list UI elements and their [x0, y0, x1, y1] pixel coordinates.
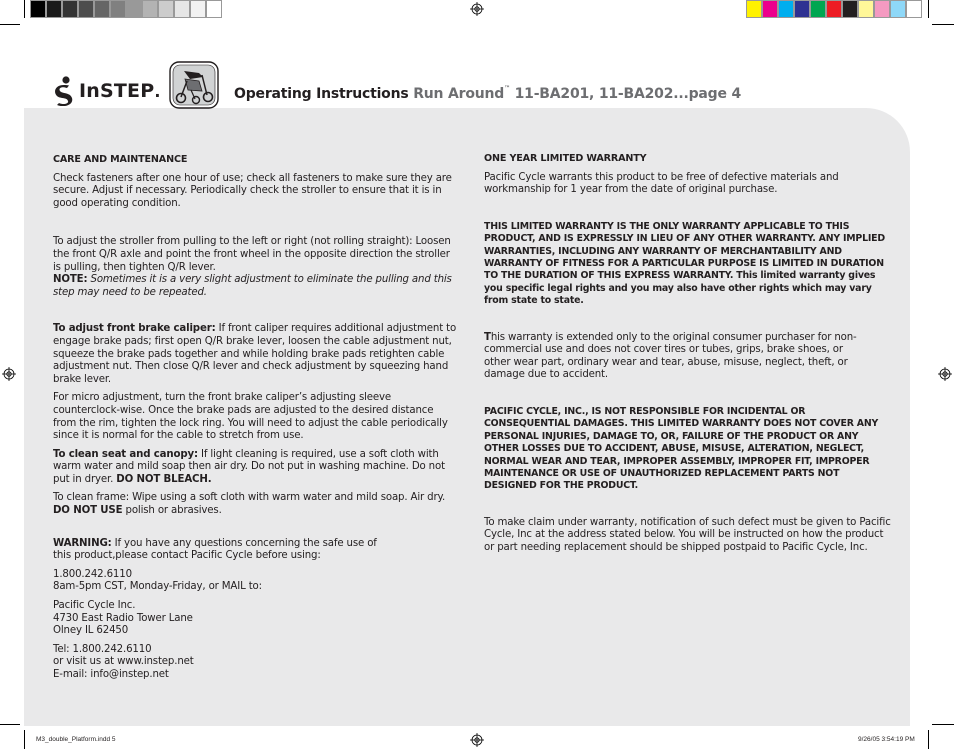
- trim-mark: [24, 0, 25, 18]
- clean-frame-text: To clean frame: Wipe using a soft cloth with warm water and mild soap. Air dry.: [53, 492, 446, 504]
- brake-caliper-label: To adjust front brake caliper:: [53, 323, 216, 335]
- color-swatch: [746, 0, 762, 18]
- color-swatch: [890, 0, 906, 18]
- grayscale-color-bar: [30, 0, 222, 18]
- clean-frame-paragraph: [53, 492, 457, 517]
- registration-mark-icon: [470, 2, 484, 16]
- color-swatch: [810, 0, 826, 18]
- warning-label: WARNING:: [53, 537, 112, 549]
- color-swatch: [62, 0, 78, 18]
- warning-paragraph: [53, 538, 457, 563]
- trim-mark: [928, 0, 929, 18]
- liability-disclaimer-paragraph: PACIFIC CYCLE, INC., IS NOT RESPONSIBLE FOR INCIDENTAL OR CONSEQUENTIAL DAMAGES. THIS LIMITED WARRANTY DOES NOT COVER ANY PERSONAL INJURIES, DAMAGE TO, OR, FAILURE OF THE PRODUCT OR ANY OTHER LOSSES DUE TO ACCIDENT, ABUSE, MISUSE, ALTERATION, NEGLECT, NORMAL WEAR AND TEAR, IMPROPER ASSEMBLY, IMPROPER FIT, IMPROPER MAINTENANCE OR USE OF UNAUTHORIZED REPLACEMENT PARTS NOT DESIGNED FOR THE PRODUCT.: [484, 406, 879, 492]
- trim-mark: [0, 724, 20, 725]
- clean-seat-label: To clean seat and canopy:: [53, 448, 198, 460]
- color-swatch: [762, 0, 778, 18]
- color-swatch: [78, 0, 94, 18]
- warranty-intro-paragraph: Pacific Cycle warrants this product to be free of defective materials and workmanship for 1 year from the date of original purchase.: [484, 171, 839, 196]
- address-company: Pacific Cycle Inc.: [53, 600, 136, 612]
- color-swatch: [126, 0, 142, 18]
- instep-logo: [52, 74, 160, 108]
- stroller-icon: [169, 61, 219, 109]
- registration-mark-icon: [938, 367, 952, 381]
- warning-text: If you have any questions concerning the safe use of this product,please contact Pacific Cycle before using:: [53, 537, 377, 562]
- clean-seat-text: If light cleaning is required, use a soft cloth with warm water and mild soap then air dry. Do not put in washing machine. Do not put in dryer.: [53, 448, 445, 485]
- process-color-bar: [746, 0, 922, 18]
- color-swatch: [826, 0, 842, 18]
- trim-mark: [24, 730, 25, 749]
- trim-mark: [0, 24, 20, 25]
- note-label: NOTE:: [53, 274, 88, 286]
- coverage-initial: T: [484, 331, 491, 343]
- trim-mark: [932, 724, 954, 725]
- title-operating-instructions: Operating Instructions: [234, 86, 409, 102]
- claim-paragraph: To make claim under warranty, notification of such defect must be given to Pacific Cycle, Inc at the address stated below. You will be instructed on how the product or part needing replacement should be shipped postpaid to Pacific Cycle, Inc.: [484, 516, 891, 554]
- color-swatch: [874, 0, 890, 18]
- clean-frame-rest: polish or abrasives.: [122, 505, 222, 517]
- trim-mark: [928, 730, 929, 749]
- logo-wordmark: InSTEP: [79, 80, 155, 102]
- color-swatch: [110, 0, 126, 18]
- title-model-numbers: 11-BA201, 11-BA202...page 4: [514, 86, 742, 102]
- color-swatch: [142, 0, 158, 18]
- left-column: [53, 154, 457, 682]
- warranty-coverage-paragraph: [484, 332, 894, 382]
- contact-website: or visit us at www.instep.net: [53, 656, 194, 668]
- phone-hours: 8am-5pm CST, Monday-Friday, or MAIL to:: [53, 581, 262, 593]
- color-swatch: [30, 0, 46, 18]
- alignment-paragraph: To adjust the stroller from pulling to the left or right (not rolling straight): Loosen the front Q/R axle and point the front wheel in the opposite direction the stroller is pulling, then tighten Q/R lever.: [53, 236, 451, 273]
- color-swatch: [842, 0, 858, 18]
- page-title: [234, 85, 741, 102]
- note-paragraph: [53, 274, 457, 299]
- phone-number: 1.800.242.6110: [53, 568, 132, 580]
- logo-dot: .: [154, 81, 161, 101]
- address-street: 4730 East Radio Tower Lane: [53, 612, 193, 624]
- registration-mark-icon: [470, 733, 484, 747]
- title-model-name: Run Around: [413, 86, 505, 102]
- brake-caliper-paragraph: [53, 323, 457, 386]
- color-swatch: [206, 0, 222, 18]
- care-paragraph: Check fasteners after one hour of use; check all fasteners to make sure they are secure. Adjust if necessary. Periodically check the stroller to ensure that it is in good operating condition.: [53, 172, 452, 209]
- color-swatch: [190, 0, 206, 18]
- micro-adjustment-paragraph: For micro adjustment, turn the front brake caliper’s adjusting sleeve counterclock-wise. Once the brake pads are adjusted to the desired distance from the rim, tighten the lock ring. You will need to adjust the cable periodically since it is normal for the cable to stretch from use.: [53, 392, 448, 442]
- file-slug: M3_double_Platform.indd 5: [36, 736, 116, 743]
- right-column: [484, 153, 894, 555]
- contact-tel: Tel: 1.800.242.6110: [53, 643, 152, 655]
- warranty-limitation-paragraph: THIS LIMITED WARRANTY IS THE ONLY WARRANTY APPLICABLE TO THIS PRODUCT, AND IS EXPRESSLY IN LIEU OF ANY OTHER WARRANTY. ANY IMPLIED WARRANTIES, INCLUDING ANY WARRANTY OF MERCHANTABILITY AND WARRANTY OF FITNESS FOR A PARTICULAR PURPOSE IS LIMITED IN DURATION TO THE DURATION OF THIS EXPRESS WARRANTY. This limited warranty gives you specific legal rights and you may also have other rights which may vary from state to state.: [484, 220, 885, 307]
- color-swatch: [906, 0, 922, 18]
- color-swatch: [158, 0, 174, 18]
- instep-logo-mark-icon: [52, 76, 76, 106]
- date-slug: 9/26/05 3:54:19 PM: [858, 736, 915, 743]
- coverage-text: his warranty is extended only to the original consumer purchaser for non-commercial use and does not cover tires or tubes, grips, brake shoes, or other wear part, ordinary wear and tear, abuse, misuse, neglect, theft, or damage due to accident.: [484, 331, 857, 381]
- color-swatch: [778, 0, 794, 18]
- color-swatch: [94, 0, 110, 18]
- trim-mark: [932, 24, 954, 25]
- warranty-heading: ONE YEAR LIMITED WARRANTY: [484, 153, 647, 164]
- registration-mark-icon: [2, 367, 16, 381]
- care-heading: CARE AND MAINTENANCE: [53, 154, 188, 165]
- no-bleach-warning: DO NOT BLEACH.: [116, 473, 212, 485]
- color-swatch: [794, 0, 810, 18]
- color-swatch: [46, 0, 62, 18]
- clean-seat-paragraph: [53, 449, 457, 487]
- note-text: Sometimes it is a very slight adjustment to eliminate the pulling and this step may need to be repeated.: [53, 274, 452, 298]
- color-swatch: [174, 0, 190, 18]
- address-city: Olney IL 62450: [53, 625, 129, 637]
- contact-email: E-mail: info@instep.net: [53, 669, 169, 680]
- trademark-symbol: ™: [504, 85, 510, 92]
- do-not-use-label: DO NOT USE: [53, 505, 123, 517]
- brake-caliper-text: If front caliper requires additional adjustment to engage brake pads; first open Q/R brake lever, loosen the cable adjustment nut, squeeze the brake pads together and while holding brake pads retighten cable adjustment nut. Then close Q/R lever and check adjustment by squeezing hand brake lever.: [53, 323, 457, 385]
- color-swatch: [858, 0, 874, 18]
